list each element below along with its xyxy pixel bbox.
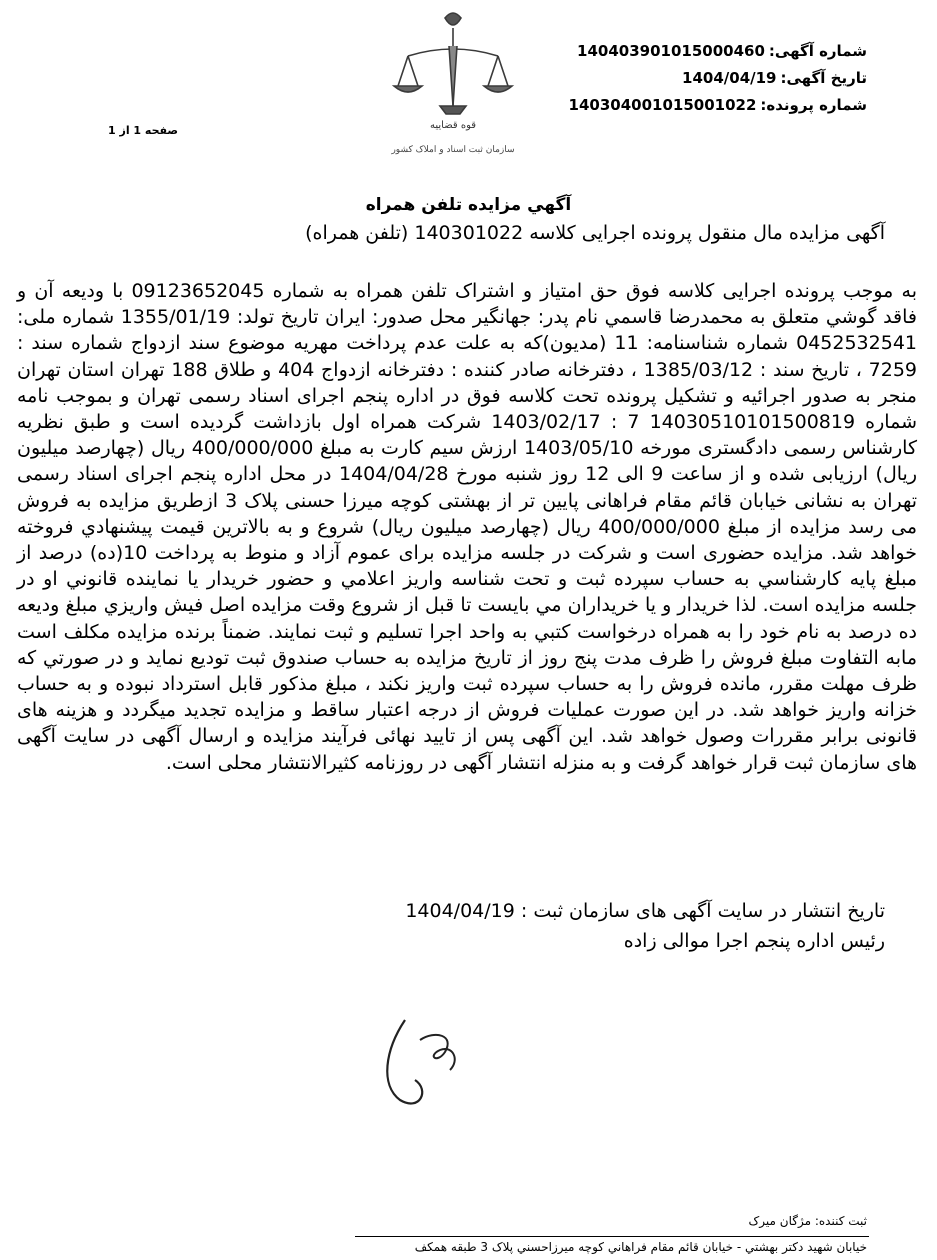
page-indicator: صفحه 1 از 1 [108,124,179,137]
file-number-label: شماره پرونده: [760,96,867,114]
ad-number: 140403901015000460 [577,42,765,60]
registrar-label: ثبت کننده: [814,1214,867,1228]
registrar-name: مژگان میرک [748,1214,812,1228]
ad-metadata [507,38,867,119]
ad-number-row [507,38,867,65]
org-caption: سازمان ثبت اسناد و املاک کشور [391,145,515,155]
notice-subtitle: آگهی مزایده مال منقول پرونده اجرایی کلاسه 140301022 (تلفن همراه) [305,222,885,244]
judiciary-emblem [378,6,528,161]
ad-date-row [507,65,867,92]
publication-date: 1404/04/19 [405,900,515,922]
file-number: 140304001015001022 [568,96,757,114]
ad-date-label: تاریخ آگهی: [780,69,867,87]
office-address: خيابان شهيد دكتر بهشتي - خيابان قائم مقام فراهاني كوچه ميرزاحسني پلاک 3 طبقه همكف [414,1240,867,1254]
footer-divider [355,1236,869,1237]
signatory-title: رئیس اداره پنجم اجرا موالی زاده [623,930,885,952]
ad-number-label: شماره آگهی: [768,42,867,60]
registrar-line [567,1214,867,1228]
notice-body: به موجب پرونده اجرايی كلاسه فوق حق امتياز و اشتراک تلفن همراه به شماره 09123652045 با وديعه آن و فاقد گوشي متعلق به محمدرضا قاسمي نام پدر: جهانگير محل صدور: ايران تاريخ تولد: 1355/01/19 شماره ملی: 0452532541 شماره شناسنامه: 11 (مدیون)که به علت عدم پرداخت مهریه موضوع سند ازدواج شماره سند : 7259 ، تاریخ سند : 1385/03/12 ، دفترخانه صادر کننده : دفترخانه ازدواج 404 و طلاق 188 تهران استان تهران منجر به صدور اجرائيه و تشکيل پرونده تحت کلاسه فوق در اداره پنجم اجرای اسناد رسمی تهران و بموجب نامه شماره 14030510101500819 7 : 1403/02/17 شرکت همراه اول بازداشت گرديده است و طبق نظريه کارشناس رسمی دادگستری مورخه 1403/05/10 ارزش سيم کارت به مبلغ 400/000/000 ريال (چهارصد ميليون ريال) ارزيابی شده و از ساعت 9 الی 12 روز شنبه مورخ 1404/04/28 در محل اداره پنجم اجرای اسناد رسمی تهران به نشانی خيابان قائم مقام فراهانی پايين تر از بهشتی کوچه ميرزا حسنی پلاک 3 ازطريق مزايده به فروش می رسد مزايده از مبلغ 400/000/000 ريال (چهارصد ميليون ريال) شروع و به بالاترين قيمت پيشنهادي فروخته خواهد شد. مزايده حضوری است و شرکت در جلسه مزايده برای عموم آزاد و منوط به پرداخت 10(ده) درصد از مبلغ پايه كارشناسي به حساب سپرده ثبت و تحت شناسه واريز اعلامي و حضور خريدار يا نماينده قانوني او در جلسه مزايده است. لذا خريدار و يا خريداران مي بايست تا قبل از شروع وقت مزايده اصل فيش واريزي مبلغ وديعه ده درصد به نام خود را به همراه درخواست کتبي به واحد اجرا تسليم و ثبت نمايند. ضمناً برنده مزايده مکلف است مابه التفاوت مبلغ فروش را ظرف مدت پنج روز از تاريخ مزايده به حساب صندوق ثبت توديع نمايد و در صورتي که ظرف مهلت مقرر، مانده فروش را به حساب سپرده ثبت واريز نکند ، مبلغ مذکور قابل استرداد نبوده و به حساب خزانه واريز خواهد شد. در اين صورت عمليات فروش از درجه اعتبار ساقط و مزايده تجديد ميگردد و هزينه های قانونی برابر مقررات وصول خواهد شد. اين آگهی پس از تاييد نهائی فرآيند مزايده و ارسال آگهی در سايت آگهی های سازمان ثبت قرار خواهد گرفت و به منزله انتشار آگهی در روزنامه کثيرالانتشار محلی است. [17,280,918,774]
publication-label: تاریخ انتشار در سایت آگهی های سازمان ثبت : [520,900,885,922]
publication-line [185,900,885,922]
signature-image [345,990,495,1130]
emblem-caption: قوه قضاییه [429,120,477,131]
file-number-row [507,92,867,119]
ad-date: 1404/04/19 [682,69,777,87]
notice-title: آگهي مزايده تلفن همراه [365,195,572,215]
